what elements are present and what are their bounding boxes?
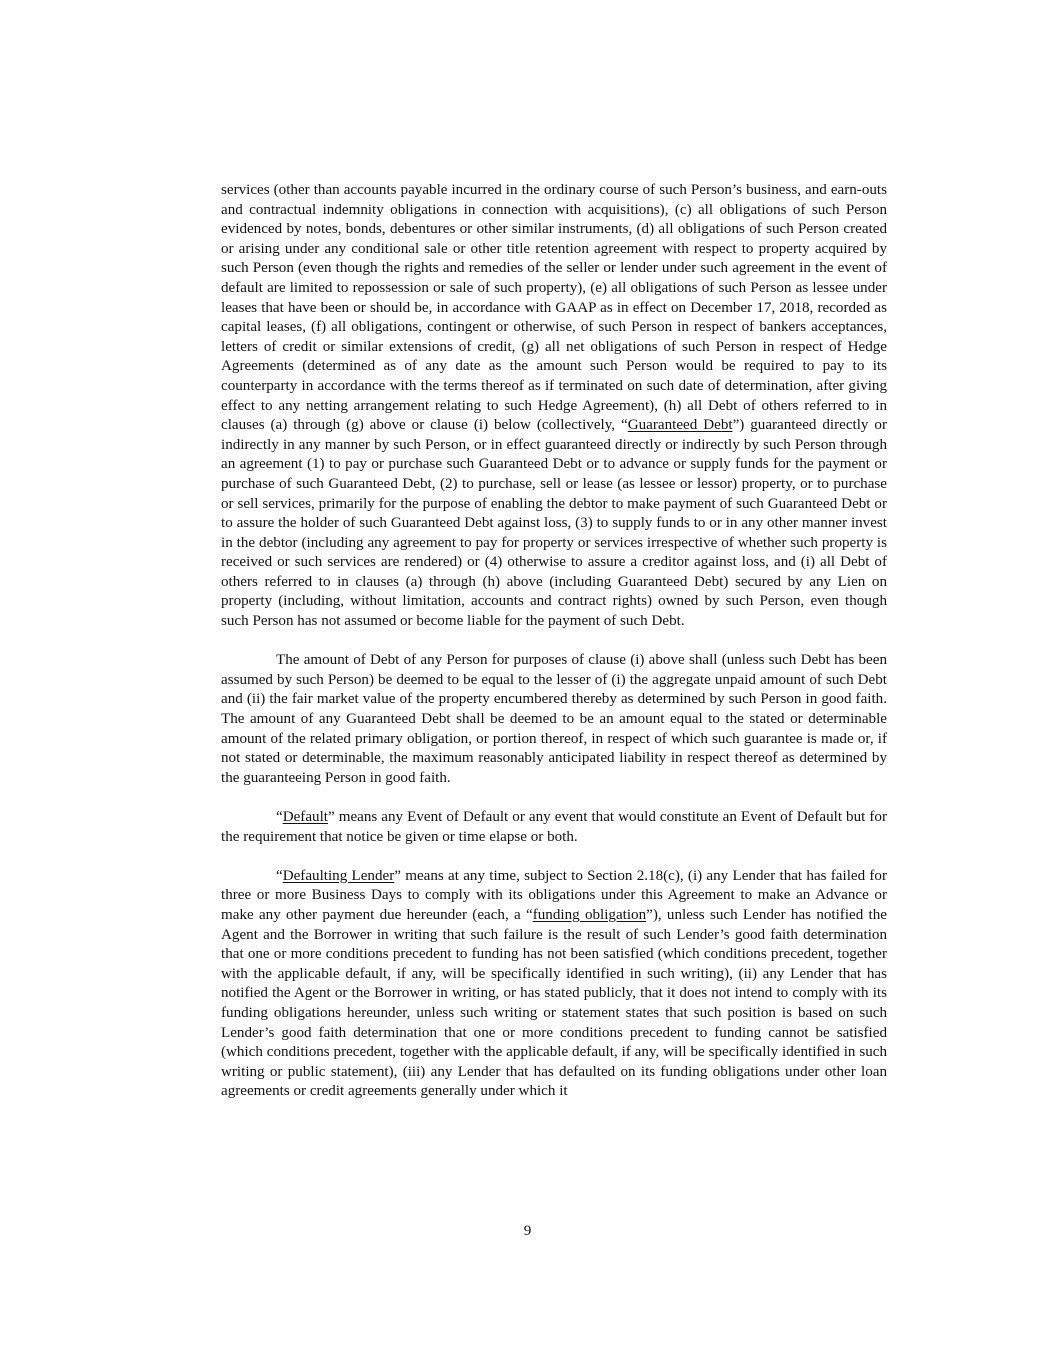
defined-term-default: Default xyxy=(282,809,328,825)
quote-open: “ xyxy=(276,809,283,825)
paragraph-debt-continuation xyxy=(221,181,887,632)
defined-term-funding-obligation: funding obligation xyxy=(532,906,647,923)
paragraph-text: ” means at any time, subject to Section 2.18(c), (i) any Lender that has failed for three or more Business Days to comply with its obligations under this Agreement to make an Advance or make any other payment due hereunder (each, a “ xyxy=(221,867,888,923)
paragraph-text: ”), unless such Lender has notified the Agent and the Borrower in writing that such failure is the result of such Lender’s good faith determination that one or more conditions precedent to funding has not been satisfied (which conditions precedent, together with the applicable default, if any, will be specifically identified in such writing), (ii) any Lender that has notified the Agent or the Borrower in writing, or has stated publicly, that it does not intend to comply with its funding obligations hereunder, unless such writing or statement states that such position is based on such Lender’s good faith determination that one or more conditions precedent to funding cannot be satisfied (which conditions precedent, together with the applicable default, if any, will be specifically identified in such writing or public statement), (iii) any Lender that has defaulted on its funding obligations under other loan agreements or credit agreements generally under which it xyxy=(221,906,887,1100)
paragraph-text: The amount of Debt of any Person for purposes of clause (i) above shall (unless such Debt has been assumed by such Person) be deemed to be equal to the lesser of (i) the aggregate unpaid amount of such Debt and (ii) the fair market value of the property encumbered thereby as determined by such Person in good faith. The amount of any Guaranteed Debt shall be deemed to be an amount equal to the stated or determinable amount of the related primary obligation, or portion thereof, in respect of which such guarantee is made or, if not stated or determinable, the maximum reasonably anticipated liability in respect thereof as determined by the guaranteeing Person in good faith. xyxy=(221,652,887,786)
page-number: 9 xyxy=(523,1223,532,1239)
paragraph-text: services (other than accounts payable incurred in the ordinary course of such Person’s business, and earn-outs and contractual indemnity obligations in connection with acquisitions), (c) all obligations of such Person evidenced by notes, bonds, debentures or other similar instruments, (d) all obligations of such Person created or arising under any conditional sale or other title retention agreement with respect to property acquired by such Person (even though the rights and remedies of the seller or lender under such agreement in the event of default are limited to repossession or sale of such property), (e) all obligations of such Person as lessee under leases that have been or should be, in accordance with GAAP as in effect on December 17, 2018, recorded as capital leases, (f) all obligations, contingent or otherwise, of such Person in respect of bankers acceptances, letters of credit or similar extensions of credit, (g) all net obligations of such Person in respect of Hedge Agreements (determined as of any date as the amount such Person would be required to pay to its counterparty in accordance with the terms thereof as if terminated on such date of determination, after giving effect to any netting arrangement relating to such Hedge Agreement), (h) all Debt of others referred to in clauses (a) through (g) above or clause (i) below (collectively, “ xyxy=(221,182,887,434)
quote-open: “ xyxy=(276,867,283,884)
paragraph-gap xyxy=(221,788,887,808)
defined-term-defaulting-lender: Defaulting Lender xyxy=(282,867,395,884)
paragraph-text: ”) guaranteed directly or indirectly in any manner by such Person, or in effect guaranteed directly or indirectly by such Person through an agreement (1) to pay or purchase such Guaranteed Debt or to advance or supply funds for the payment or purchase of such Guaranteed Debt, (2) to purchase, sell or lease (as lessee or lessor) property, or to purchase or sell services, primarily for the purpose of enabling the debtor to make payment of such Guaranteed Debt or to assure the holder of such Guaranteed Debt against loss, (3) to supply funds to or in any other manner invest in the debtor (including any agreement to pay for property or services irrespective of whether such property is received or such services are rendered) or (4) otherwise to assure a creditor against loss, and (i) all Debt of others referred to in clauses (a) through (h) above (including Guaranteed Debt) secured by any Lien on property (including, without limitation, accounts and contract rights) owned by such Person, even though such Person has not assumed or become liable for the payment of such Debt. xyxy=(221,417,887,630)
paragraph-gap xyxy=(221,632,887,652)
paragraph-defaulting-lender-definition xyxy=(221,867,887,1102)
paragraph-text: ” means any Event of Default or any event that would constitute an Event of Default but for the requirement that notice be given or time elapse or both. xyxy=(221,809,887,845)
paragraph-debt-amount xyxy=(221,651,887,788)
paragraph-gap xyxy=(221,847,887,867)
defined-term-guaranteed-debt: Guaranteed Debt xyxy=(627,417,733,434)
document-body xyxy=(221,181,887,1102)
paragraph-default-definition xyxy=(221,808,887,847)
